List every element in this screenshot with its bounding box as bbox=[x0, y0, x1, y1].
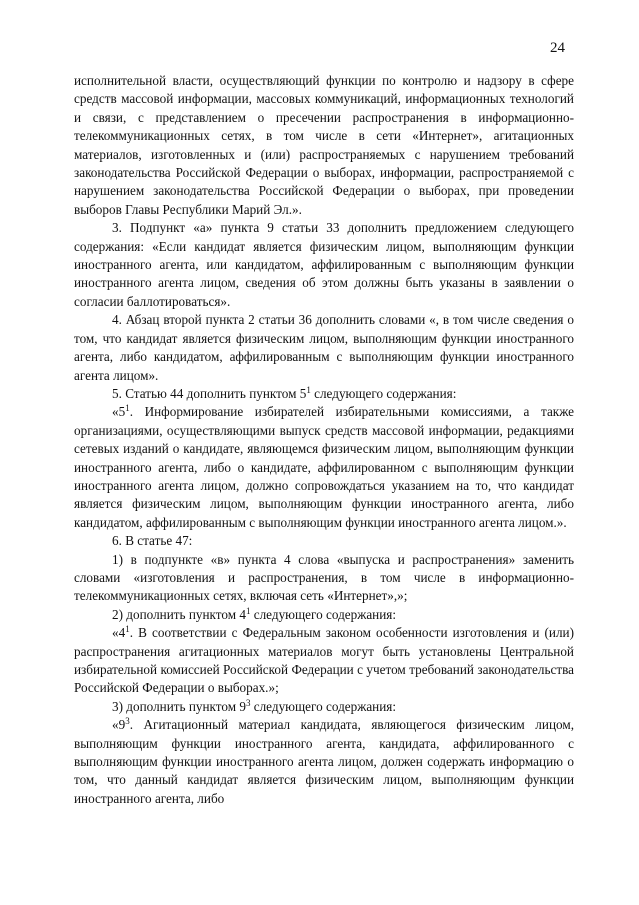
text-segment: следующего содержания: bbox=[310, 385, 457, 401]
text-segment: 3) дополнить пунктом 9 bbox=[112, 698, 246, 714]
quoted-point-9-3 bbox=[74, 716, 574, 808]
quoted-point-4-1 bbox=[74, 624, 574, 698]
paragraph-continuation: исполнительной власти, осуществляющий функции по контролю и надзору в сфере средств массовой информации, массовых коммуникаций, информационных технологий и связи, с представлением о пресечении распространения в информационно-телекоммуникационных сетях, в том числе в сети «Интернет», агитационных материалов, изготовленных и (или) распространяемых с нарушением требований законодательства Российской Федерации о выборах, информации, распространяемой с нарушением законодательства Российской Федерации о выборах, при проведении выборов Главы Республики Марий Эл.». bbox=[74, 73, 574, 217]
text-segment: «9 bbox=[112, 717, 126, 733]
superscript: 1 bbox=[125, 403, 130, 414]
paragraph-item-6: 6. В статье 47: bbox=[112, 533, 193, 549]
subitem-3 bbox=[74, 698, 574, 716]
text-segment: следующего содержания: bbox=[250, 698, 397, 714]
text-segment: «4 bbox=[112, 625, 126, 641]
subitem-2 bbox=[74, 606, 574, 624]
superscript: 3 bbox=[125, 716, 130, 727]
text-segment: следующего содержания: bbox=[250, 606, 397, 622]
text-segment: . Информирование избирателей избирательными комиссиями, а также организациями, осуществляющими выпуск средств массовой информации, редакциями сетевых изданий о кандидате, являющемся физическим лицом, выполняющим функции иностранного агента, либо о кандидате, аффилированном с выполняющим функции иностранного агента лицом, должно сопровождаться указанием на то, что кандидат является физическим лицом, выполняющим функции иностранного агента, либо кандидатом, аффилированным с выполняющим функции иностранного агента лицом.». bbox=[74, 404, 574, 530]
text-segment: «5 bbox=[112, 404, 126, 420]
text-segment: 2) дополнить пунктом 4 bbox=[112, 606, 246, 622]
superscript: 1 bbox=[245, 605, 251, 616]
superscript: 1 bbox=[125, 624, 130, 635]
paragraph-item-3: 3. Подпункт «а» пункта 9 статьи 33 дополнить предложением следующего содержания: «Если кандидат является физическим лицом, выполняющим функции иностранного агента, или кандидатом, аффилированным с выполняющим функции иностранного агента лицом, сведения об этом должны быть указаны в заявлении о согласии баллотироваться». bbox=[74, 220, 574, 309]
text-segment: . Агитационный материал кандидата, являющегося физическим лицом, выполняющим функции иностранного агента, кандидата, аффилированного с выполняющим функции иностранного агента лицом, должен содержать информацию о том, что данный кандидат является физическим лицом, выполняющим функции иностранного агента, либо bbox=[74, 717, 574, 806]
quoted-point-5-1 bbox=[74, 403, 574, 532]
text-segment: 5. Статью 44 дополнить пунктом 5 bbox=[112, 385, 307, 401]
text-segment: . В соответствии с Федеральным законом особенности изготовления и (или) распространения агитационных материалов могут быть установлены Центральной избирательной комиссией Российской Федерации с учетом требований законодательства Российской Федерации о выборах.»; bbox=[74, 625, 574, 696]
superscript: 3 bbox=[245, 697, 251, 708]
superscript: 1 bbox=[306, 384, 311, 395]
document-body bbox=[74, 72, 574, 808]
page-number: 24 bbox=[550, 40, 565, 56]
subitem-1: 1) в подпункте «в» пункта 4 слова «выпуска и распространения» заменить словами «изготовления и распространения, в том числе в информационно-телекоммуникационных сетях, включая сеть «Интернет»,»; bbox=[74, 551, 574, 604]
paragraph-item-5 bbox=[74, 385, 574, 403]
paragraph-item-4: 4. Абзац второй пункта 2 статьи 36 дополнить словами «, в том числе сведения о том, что кандидат является физическим лицом, выполняющим функции иностранного агента, либо кандидатом, аффилированным с выполняющим функции иностранного агента лицом». bbox=[74, 312, 574, 383]
